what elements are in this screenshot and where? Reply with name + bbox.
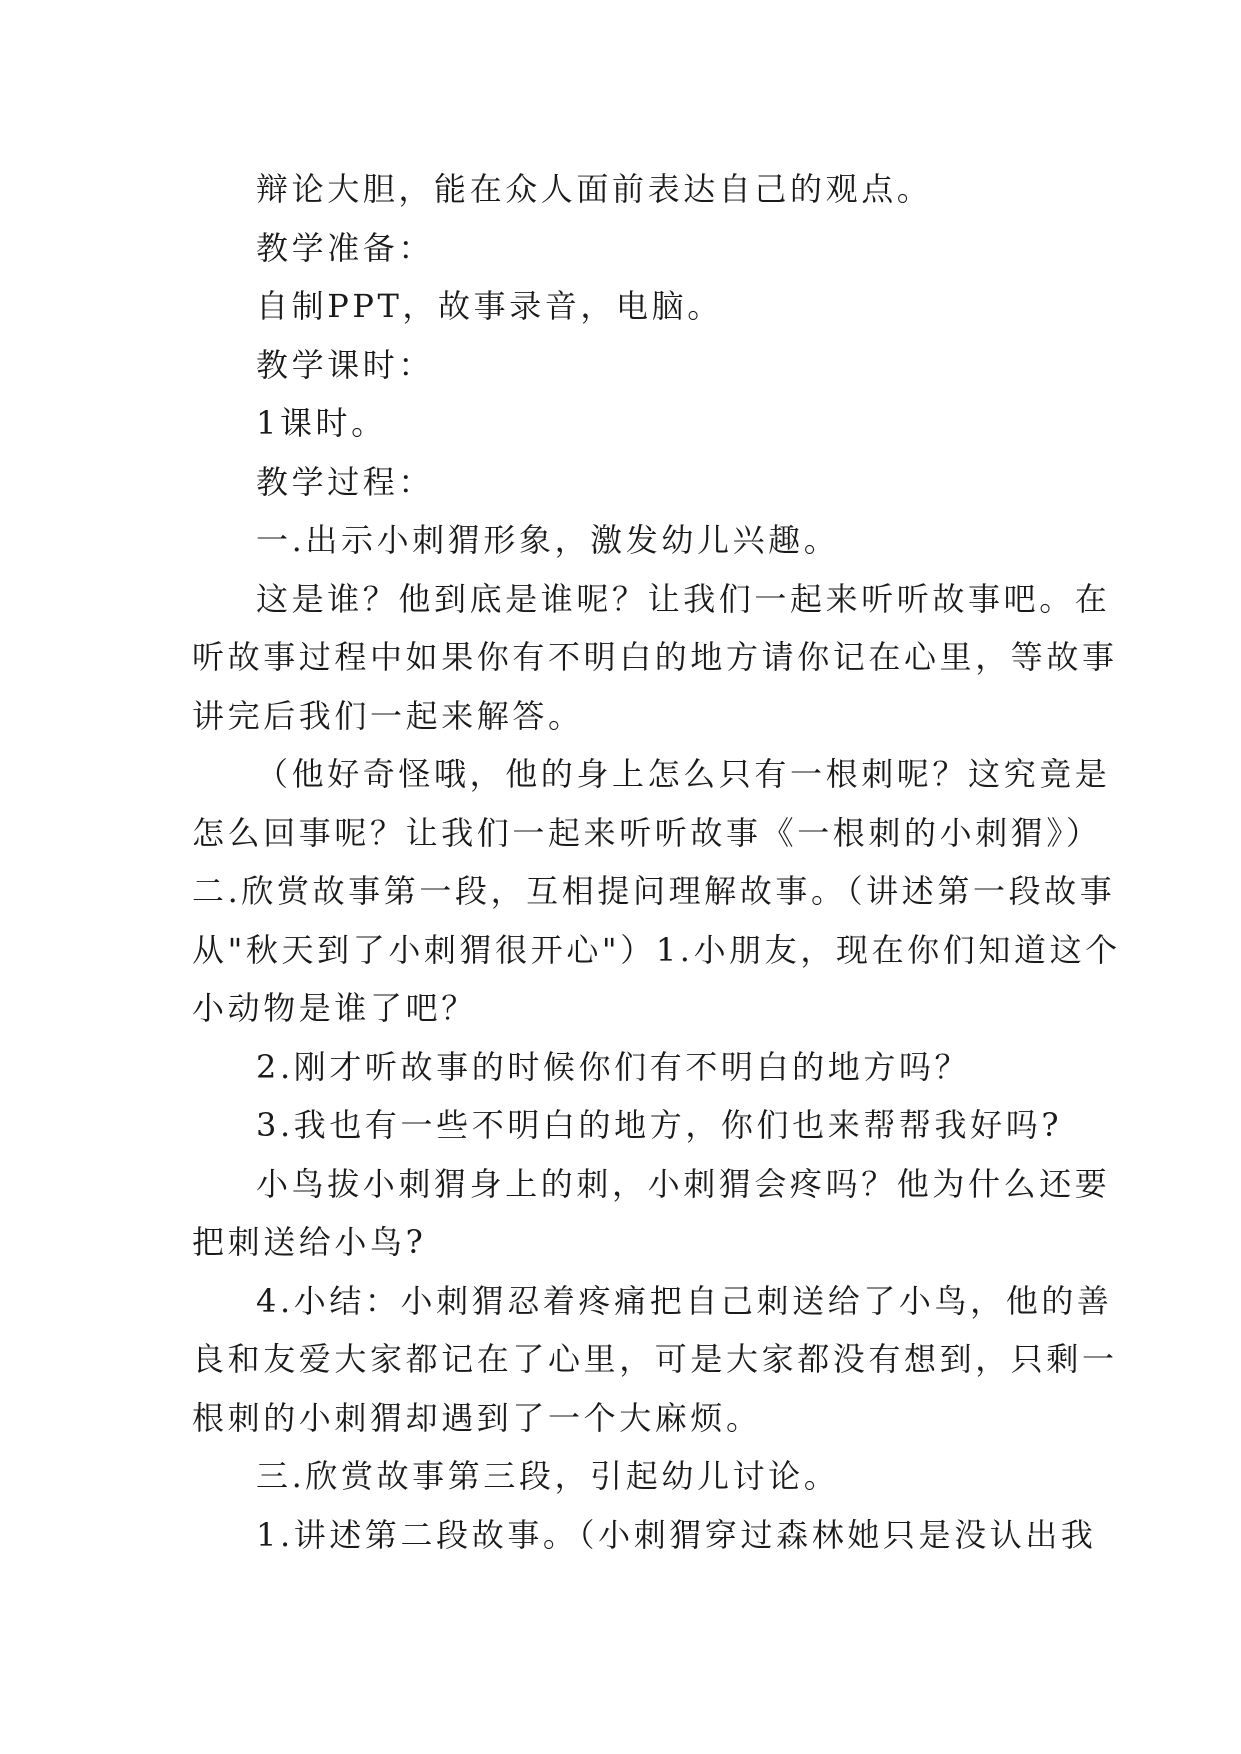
text-line-17: 3.我也有一些不明白的地方，你们也来帮帮我好吗?	[256, 1106, 1063, 1144]
text-line-15: 小动物是谁了吧？	[192, 989, 477, 1027]
text-line-7: 一.出示小刺猬形象，激发幼儿兴趣。	[256, 521, 840, 559]
text-line-21: 良和友爱大家都记在了心里，可是大家都没有想到，只剩一	[192, 1340, 1118, 1378]
text-line-20: 4.小结：小刺猬忍着疼痛把自己刺送给了小鸟，他的善	[256, 1281, 1113, 1320]
text-line-6: 教学过程：	[256, 462, 435, 501]
text-line-5: 1课时。	[256, 404, 387, 442]
text-line-13: 二.欣赏故事第一段，互相提问理解故事。（讲述第一段故事	[192, 872, 1116, 910]
text-line-12: 怎么回事呢？让我们一起来听听故事《一根刺的小刺猬》）	[192, 813, 1102, 852]
text-line-3: 自制PPT，故事录音，电脑。	[256, 287, 723, 325]
text-line-10: 讲完后我们一起来解答。	[192, 696, 584, 735]
text-line-23: 三.欣赏故事第三段，引起幼儿讨论。	[256, 1457, 840, 1495]
text-line-8: 这是谁？他到底是谁呢？让我们一起来听听故事吧。在	[256, 579, 1111, 618]
text-line-14: 从"秋天到了小刺猬很开心"）1.小朋友，现在你们知道这个	[192, 930, 1121, 969]
text-line-22: 根刺的小刺猬却遇到了一个大麻烦。	[192, 1398, 762, 1437]
text-line-19: 把刺送给小鸟?	[192, 1223, 427, 1261]
text-line-9: 听故事过程中如果你有不明白的地方请你记在心里，等故事	[192, 638, 1118, 676]
text-line-16: 2.刚才听故事的时候你们有不明白的地方吗？	[256, 1047, 971, 1086]
text-line-1: 辩论大胆，能在众人面前表达自己的观点。	[256, 170, 933, 208]
text-line-4: 教学课时：	[256, 345, 435, 384]
text-line-2: 教学准备：	[256, 228, 435, 267]
document-body	[192, 160, 1121, 1564]
text-line-18: 小鸟拔小刺猬身上的刺，小刺猬会疼吗？他为什么还要	[256, 1164, 1111, 1203]
text-line-24: 1.讲述第二段故事。（小刺猬穿过森林她只是没认出我	[256, 1515, 1097, 1554]
text-line-11: （他好奇怪哦，他的身上怎么只有一根刺呢？这究竟是	[256, 755, 1111, 793]
